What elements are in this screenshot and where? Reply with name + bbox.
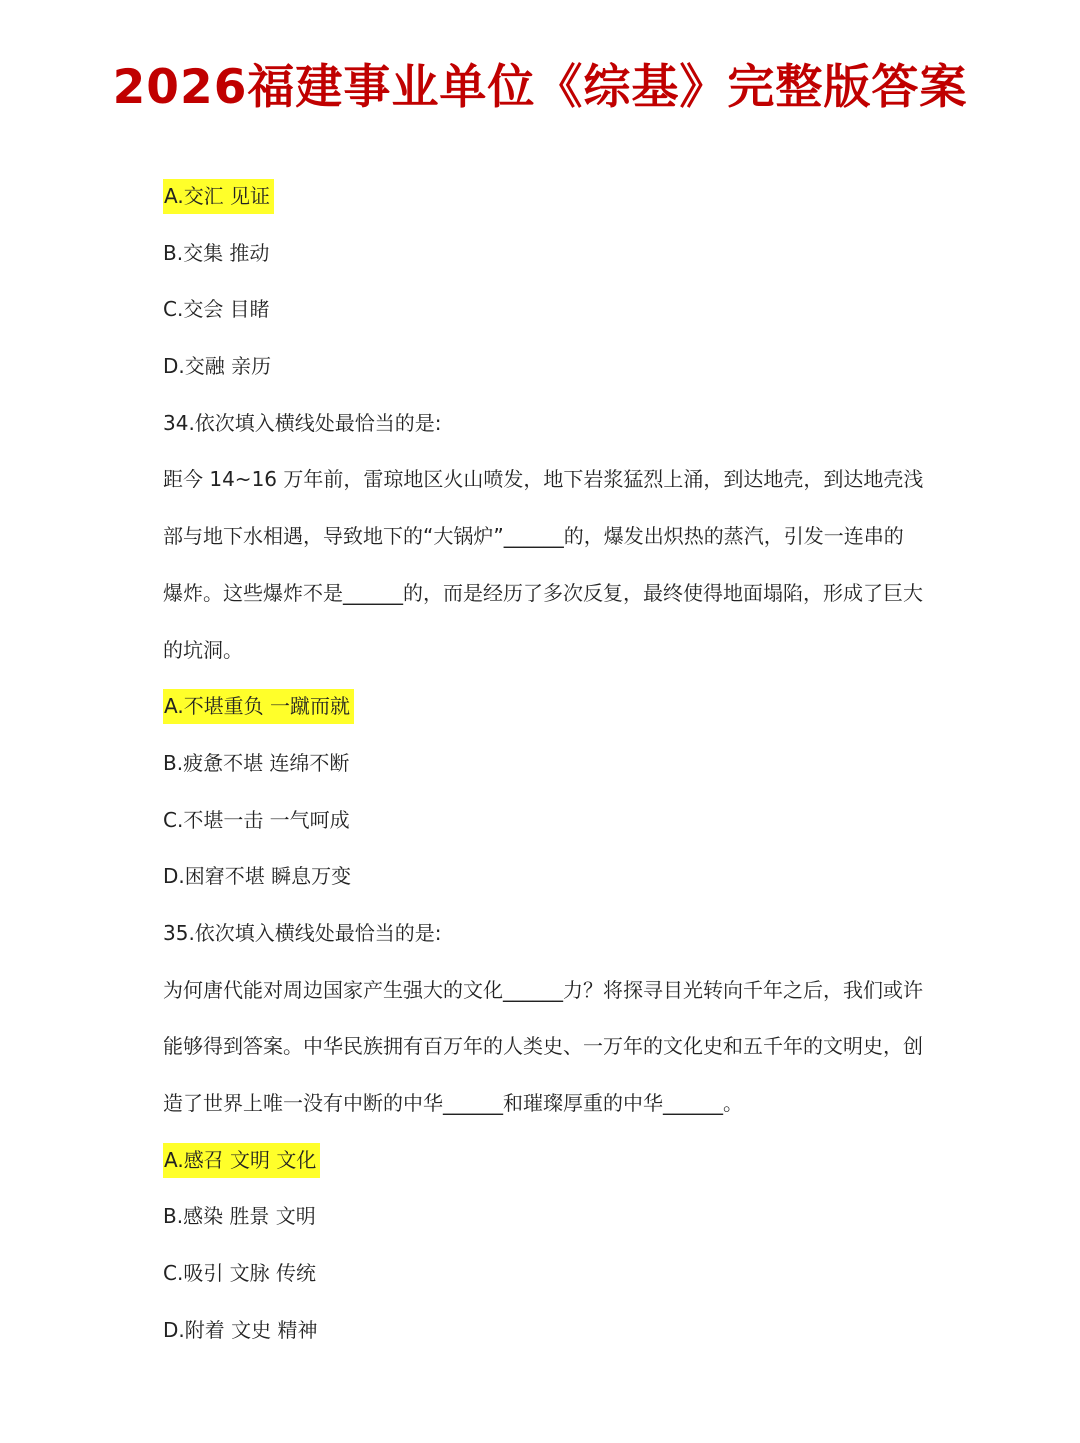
q34-passage-line: 距今 14~16 万年前，雷琼地区火山喷发，地下岩浆猛烈上涌，到达地壳，到达地壳浅 — [163, 467, 924, 492]
q33-option-d: D.交融 亲历 — [163, 354, 272, 379]
q34-passage-line: 部与地下水相遇，导致地下的“大锅炉”______的，爆发出炽热的蒸汽，引发一连串的 — [163, 524, 904, 549]
q34-option-a — [163, 678, 923, 735]
q34-passage-line: 爆炸。这些爆炸不是______的，而是经历了多次反复，最终使得地面塌陷，形成了巨大 — [163, 580, 923, 605]
page-title: 2026福建事业单位《综基》完整版答案 — [112, 60, 968, 115]
correct-answer-highlight: A.交汇 见证 — [163, 179, 274, 214]
q34-stem: 34.依次填入横线处最恰当的是: — [163, 410, 442, 435]
q35-option-c: C.吸引 文脉 传统 — [163, 1261, 317, 1286]
q34-option-b: B.疲惫不堪 连绵不断 — [163, 750, 350, 775]
q35-passage-line: 能够得到答案。中华民族拥有百万年的人类史、一万年的文化史和五千年的文明史，创 — [163, 1034, 923, 1059]
correct-answer-highlight: A.感召 文明 文化 — [163, 1143, 320, 1178]
q35-passage-line: 为何唐代能对周边国家产生强大的文化______力？将探寻目光转向千年之后，我们或许 — [163, 977, 923, 1002]
q35-option-d: D.附着 文史 精神 — [163, 1317, 318, 1342]
q34-option-d: D.困窘不堪 瞬息万变 — [163, 864, 352, 889]
correct-answer-highlight: A.不堪重负 一蹴而就 — [163, 689, 354, 724]
q33-option-c: C.交会 目睹 — [163, 297, 270, 322]
q33-option-a — [163, 168, 923, 225]
q35-stem: 35.依次填入横线处最恰当的是: — [163, 920, 442, 945]
question-content — [163, 168, 923, 1358]
q34-passage-line: 的坑洞。 — [163, 637, 243, 662]
q35-option-b: B.感染 胜景 文明 — [163, 1204, 316, 1229]
q34-option-c: C.不堪一击 一气呵成 — [163, 807, 350, 832]
q33-option-b: B.交集 推动 — [163, 240, 270, 265]
q35-option-a — [163, 1132, 923, 1189]
q35-passage-line: 造了世界上唯一没有中断的中华______和璀璨厚重的中华______。 — [163, 1091, 743, 1115]
